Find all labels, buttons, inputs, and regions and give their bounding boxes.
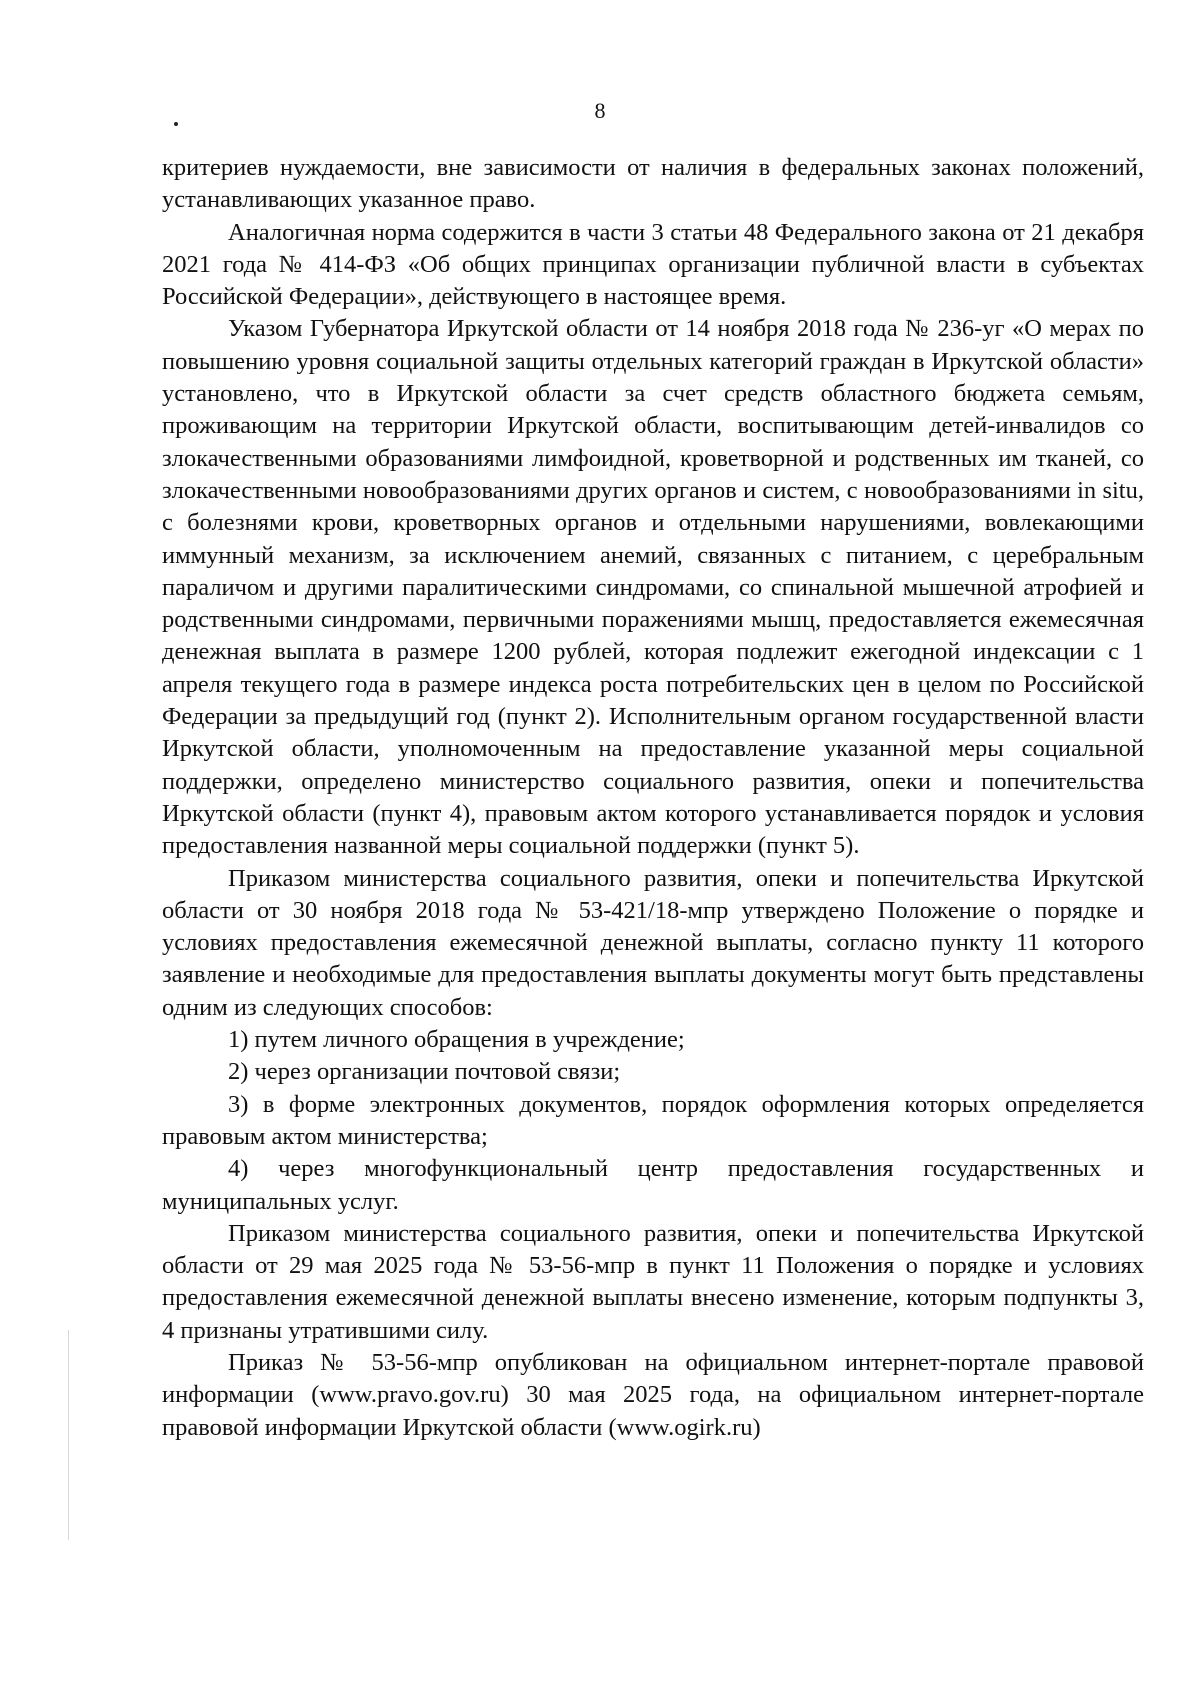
paragraph: Приказом министерства социального развития, опеки и попечительства Иркутской области от 29 мая 2025 года № 53-56-мпр в пункт 11 Положения о порядке и условиях предоставления ежемесячной денежной выплаты внесено изменение, которым подпункты 3, 4 признаны утратившими силу. — [162, 1219, 1144, 1344]
paragraph: 3) в форме электронных документов, порядок оформления которых определяется правовым актом министерства; — [162, 1090, 1144, 1150]
paragraph: критериев нуждаемости, вне зависимости от наличия в федеральных законах положений, устанавливающих указанное право. — [162, 154, 1144, 214]
scan-artifact-dot — [174, 122, 178, 126]
paragraph: Приказ № 53-56-мпр опубликован на официальном интернет-портале правовой информации (www.pravo.gov.ru) 30 мая 2025 года, на официальном интернет-портале правовой информации Иркутской области (www.ogirk.ru) — [162, 1348, 1144, 1441]
document-body — [162, 152, 1144, 1444]
scan-artifact-line — [68, 1330, 69, 1540]
paragraph: 4) через многофункциональный центр предоставления государственных и муниципальных услуг. — [162, 1155, 1144, 1215]
paragraph: 1) путем личного обращения в учреждение; — [228, 1026, 685, 1054]
paragraph: Аналогичная норма содержится в части 3 статьи 48 Федерального закона от 21 декабря 2021 года № 414-ФЗ «Об общих принципах организации публичной власти в субъектах Российской Федерации», действующего в настоящее время. — [162, 218, 1144, 311]
paragraph: Приказом министерства социального развития, опеки и попечительства Иркутской области от 30 ноября 2018 года № 53-421/18-мпр утверждено Положение о порядке и условиях предоставления ежемесячной денежной выплаты, согласно пункту 11 которого заявление и необходимые для предоставления выплаты документы могут быть представлены одним из следующих способов: — [162, 864, 1144, 1021]
page-number: 8 — [594, 98, 606, 123]
paragraph: 2) через организации почтовой связи; — [228, 1058, 621, 1086]
paragraph: Указом Губернатора Иркутской области от 14 ноября 2018 года № 236-уг «О мерах по повышению уровня социальной защиты отдельных категорий граждан в Иркутской области» установлено, что в Иркутской области за счет средств областного бюджета семьям, проживающим на территории Иркутской области, воспитывающим детей-инвалидов со злокачественными образованиями лимфоидной, кроветворной и родственных им тканей, со злокачественными новообразованиями других органов и систем, с новообразованиями in situ, с болезнями крови, кроветворных органов и отдельными нарушениями, вовлекающими иммунный механизм, за исключением анемий, связанных с питанием, с церебральным параличом и другими паралитическими синдромами, со спинальной мышечной атрофией и родственными синдромами, первичными поражениями мышц, предоставляется ежемесячная денежная выплата в размере 1200 рублей, которая подлежит ежегодной индексации с 1 апреля текущего года в размере индекса роста потребительских цен в целом по Российской Федерации за предыдущий год (пункт 2). Исполнительным органом государственной власти Иркутской области, уполномоченным на предоставление указанной меры социальной поддержки, определено министерство социального развития, опеки и попечительства Иркутской области (пункт 4), правовым актом которого устанавливается порядок и условия предоставления названной меры социальной поддержки (пункт 5). — [162, 315, 1144, 860]
